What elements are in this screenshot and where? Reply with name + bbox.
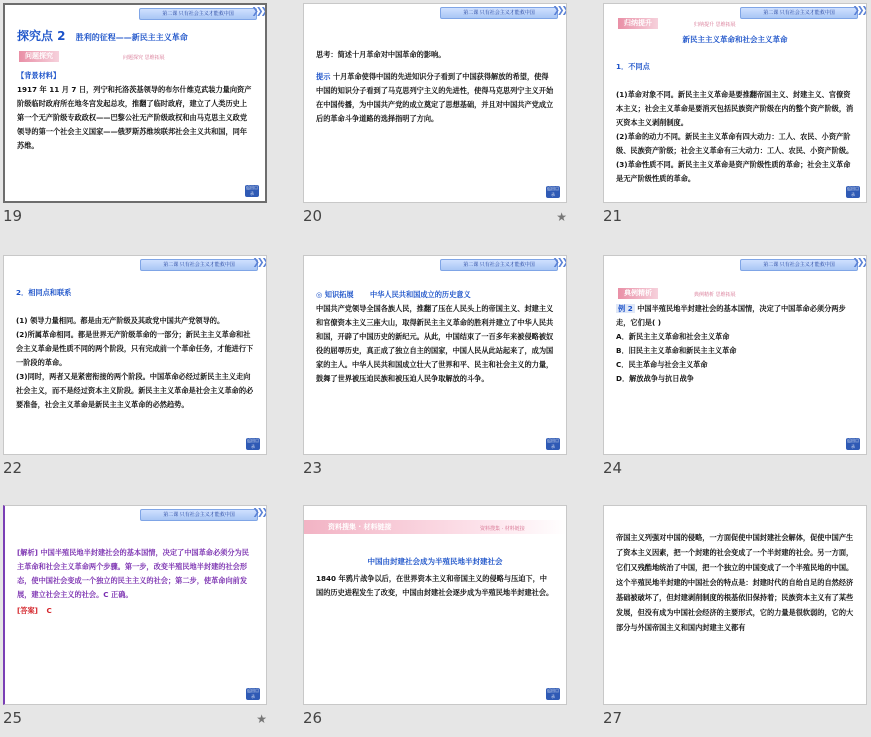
slide-body-text: 帝国主义列强对中国的侵略，一方面促使中国封建社会解体，促使中国产生了资本主义因素，把一个封建的社会变成了一个半封建的社会。另一方面，它们又残酷地统治了中国，把一个独立的中国变成了一个半殖民地的中国。这个半殖民地半封建的中国社会的特点是：封建时代的自给自足的自然经济基础被破坏了，但封建剥削制度的根基依旧保持着；民族资本主义有了某些发展，但没有成为中国社会经济的主要形式，它的力量是很软弱的，它的大部分与外国帝国主义和国内封建主义都有: [616, 533, 854, 632]
slide-thumbnail-20[interactable]: [303, 3, 571, 231]
slide-number: 20: [303, 207, 323, 225]
return-button[interactable]: 返回目录: [547, 438, 559, 449]
section-banner: 问题探究: [19, 51, 59, 62]
slide-thumbnail-23[interactable]: [303, 255, 571, 483]
slide-header: 第二课 只有社会主义才能救中国: [140, 259, 258, 271]
slide-body-text: 1917 年 11 月 7 日，列宁和托洛茨基领导的布尔什维克武装力量向资产阶级临时政府所在地冬宫发起总攻，推翻了临时政府，建立了人类历史上第一个无产阶级专政政权——巴黎公社无产阶级政权和由马克思主义政党领导的第一个社会主义国家——俄罗斯苏维埃联邦社会主义共和国，同年苏维。: [17, 85, 252, 150]
banner-subtitle: 资料搜集 · 材料链接: [480, 526, 525, 532]
return-button[interactable]: 返回目录: [847, 186, 859, 197]
slide-preview[interactable]: [3, 3, 267, 203]
slide-number: 26: [303, 709, 323, 727]
chevron-right-icon: ❯❯❯: [552, 258, 566, 268]
section-banner: 归纳提升: [618, 18, 658, 29]
answer-label: [答案]: [17, 606, 38, 615]
slide-number: 27: [603, 709, 623, 727]
example-tag: 例 2: [618, 304, 633, 313]
section-banner: 资料搜集 · 材料链接: [328, 523, 392, 531]
slide-number: 21: [603, 207, 623, 225]
title-main: 探究点 2: [17, 29, 66, 43]
slide-preview[interactable]: [303, 3, 567, 203]
slide-thumbnail-26[interactable]: [303, 505, 571, 733]
hint-label: 提示: [316, 72, 331, 81]
return-button[interactable]: 返回目录: [847, 438, 859, 449]
animation-star-icon: ★: [556, 210, 567, 224]
return-button[interactable]: 返回目录: [247, 688, 259, 699]
slide-header: 第二课 只有社会主义才能救中国: [740, 259, 858, 271]
slide-title: [17, 27, 188, 44]
slide-number: 19: [3, 207, 23, 225]
question-text: 中国半殖民地半封建社会的基本国情，决定了中国革命必须分两步走，它们是( ): [616, 304, 846, 327]
slide-thumbnail-21[interactable]: [603, 3, 871, 231]
section-banner: 典例精析: [618, 288, 658, 299]
chevron-right-icon: ❯❯❯: [251, 7, 265, 17]
slide-body-text: (1) 领导力量相同。都是由无产阶级及其政党中国共产党领导的。 (2)所属革命相同。都是世界无产阶级革命的一部分；新民主主义革命和社会主义革命是性质不同的两个阶段，只有完成前一个革命任务，才能进行下一阶段的革命。 (3)同时，两者又是紧密衔接的两个阶段。中国革命必经过新民主主义走向社会主义，而不是经过资本主义阶段。新民主主义革命是社会主义革命的必要准备，社会主义革命是新民主主义革命的必然趋势。: [16, 316, 254, 409]
option-d: D．解放战争与抗日战争: [616, 374, 694, 383]
slide-preview[interactable]: [3, 255, 267, 455]
knowledge-tag: ◎ 知识拓展: [316, 290, 354, 299]
slide-preview[interactable]: [603, 3, 867, 203]
slide-header: 第二课 只有社会主义才能救中国: [440, 259, 558, 271]
chevron-right-icon: ❯❯❯: [552, 6, 566, 16]
slide-title: 中华人民共和国成立的历史意义: [370, 290, 471, 299]
return-button[interactable]: 返回目录: [547, 186, 559, 197]
slide-preview[interactable]: [3, 505, 267, 705]
slide-preview[interactable]: [303, 255, 567, 455]
chevron-right-icon: ❯❯❯: [252, 508, 266, 518]
slide-thumbnail-25[interactable]: [3, 505, 271, 733]
question-text: 思考：简述十月革命对中国革命的影响。: [316, 50, 446, 59]
slide-number: 22: [3, 459, 23, 477]
banner-subtitle: 典例精析 思维拓展: [694, 292, 736, 298]
slide-preview[interactable]: [603, 255, 867, 455]
analysis-label: [解析]: [17, 548, 38, 557]
slide-number: 25: [3, 709, 23, 727]
slide-header: 第二课 只有社会主义才能救中国: [139, 8, 257, 20]
return-button[interactable]: 返回目录: [247, 438, 259, 449]
subheading: 2．相同点和联系: [16, 288, 72, 297]
slide-body-text: (1)革命对象不同。新民主主义革命是要推翻帝国主义、封建主义、官僚资本主义；社会主义革命是要消灭包括民族资产阶级在内的整个资产阶级，消灭资本主义剥削制度。 (2)革命的动力不同。新民主主义革命有四大动力：工人、农民、小资产阶级、民族资产阶级；社会主义革命有三大动力：工人、农民、小资产阶级。 (3)革命性质不同。新民主主义革命是资产阶级性质的革命；社会主义革命是无产阶级性质的革命。: [616, 90, 854, 183]
slide-header: 第二课 只有社会主义才能救中国: [440, 7, 558, 19]
slide-title: 新民主主义革命和社会主义革命: [682, 35, 788, 44]
slide-title: 中国由封建社会成为半殖民地半封建社会: [367, 557, 503, 566]
analysis-text: 中国半殖民地半封建社会的基本国情，决定了中国革命必须分为民主革命和社会主义革命两个步骤。第一步，改变半殖民地半封建的社会形态，使中国社会变成一个独立的民主主义的社会；第二步，使革命向前发展，建立社会主义的社会。C 正确。: [17, 548, 249, 599]
slide-preview[interactable]: [303, 505, 567, 705]
slide-header: 第二课 只有社会主义才能救中国: [740, 7, 858, 19]
slide-body-text: 十月革命使得中国的先进知识分子看到了中国获得解放的希望，使得中国的知识分子看到了马克思列宁主义的先进性，使得马克思列宁主义开始在中国传播，为中国共产党的成立奠定了思想基础，并且对中国共产党成立后的革命斗争道路的选择指明了方向。: [316, 72, 554, 123]
slide-body-text: 1840 年鸦片战争以后，在世界资本主义和帝国主义的侵略与压迫下，中国的历史进程发生了改变，中国由封建社会逐步成为半殖民地半封建社会。: [316, 574, 554, 597]
answer-value: C: [46, 606, 52, 615]
option-b: B．旧民主主义革命和新民主主义革命: [616, 346, 737, 355]
subheading: 1．不同点: [616, 62, 650, 71]
chevron-right-icon: ❯❯❯: [252, 258, 266, 268]
animation-star-icon: ★: [256, 712, 267, 726]
slide-thumbnail-22[interactable]: [3, 255, 271, 483]
banner-subtitle: 问题探究 思维拓展: [123, 55, 165, 61]
return-button[interactable]: 返回目录: [547, 688, 559, 699]
slide-thumbnail-19[interactable]: [3, 3, 271, 231]
slide-thumbnail-24[interactable]: [603, 255, 871, 483]
slide-number: 23: [303, 459, 323, 477]
chevron-right-icon: ❯❯❯: [852, 6, 866, 16]
slide-preview[interactable]: [603, 505, 867, 705]
slide-thumbnail-27[interactable]: [603, 505, 871, 733]
title-sub: 胜利的征程——新民主主义革命: [75, 33, 188, 42]
slide-body-text: 中国共产党领导全国各族人民，推翻了压在人民头上的帝国主义、封建主义和官僚资本主义三座大山，取得新民主主义革命的胜利并建立了中华人民共和国，开辟了中国历史的新纪元。从此，中国结束了一百多年来被侵略被奴役的屈辱历史，真正成了独立自主的国家，中国人民从此站起来了，成为国家的主人。中华人民共和国成立壮大了世界和平、民主和社会主义的力量，鼓舞了世界被压迫民族和被压迫人民争取解放的斗争。: [316, 304, 554, 383]
chevron-right-icon: ❯❯❯: [852, 258, 866, 268]
slide-number: 24: [603, 459, 623, 477]
return-button[interactable]: 返回目录: [246, 185, 258, 196]
slide-header: 第二课 只有社会主义才能救中国: [140, 509, 258, 521]
section-label: 【背景材料】: [17, 71, 61, 80]
banner-subtitle: 归纳提升 思维拓展: [694, 22, 736, 28]
option-a: A．新民主主义革命和社会主义革命: [616, 332, 730, 341]
option-c: C．民主革命与社会主义革命: [616, 360, 708, 369]
